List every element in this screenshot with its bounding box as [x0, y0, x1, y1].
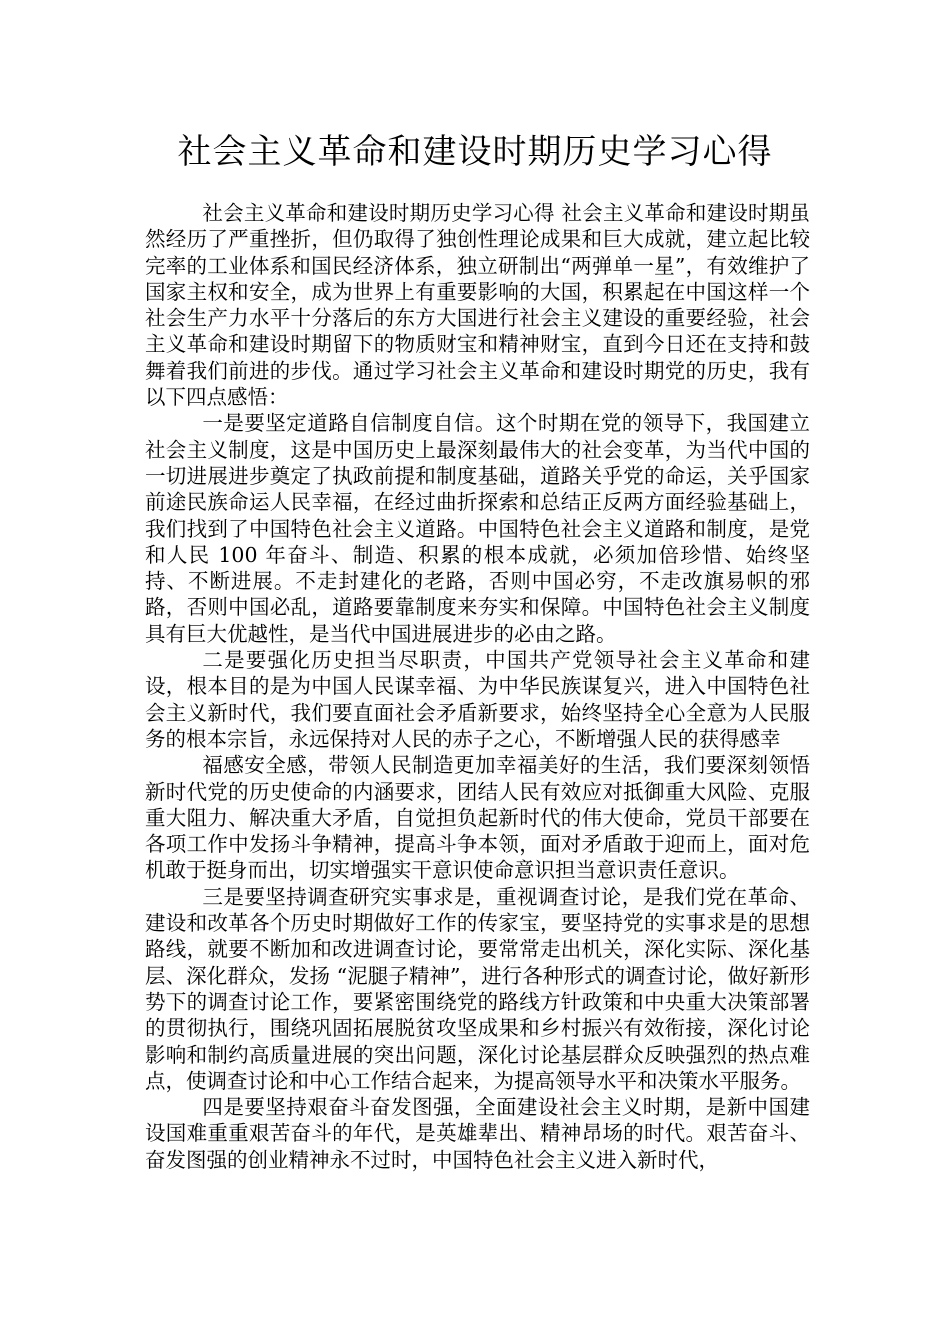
- document-title: 社会主义革命和建设时期历史学习心得: [177, 132, 773, 172]
- document-body: [145, 200, 810, 1173]
- paragraph-point-two: 二是要强化历史担当尽职责，中国共产党领导社会主义革命和建设，根本目的是为中国人民谋幸福、为中华民族谋复兴，进入中国特色社会主义新时代，我们要直面社会矛盾新要求，始终坚持全心全意为人民服务的根本宗旨，永远保持对人民的赤子之心，不断增强人民的获得感幸: [145, 648, 810, 751]
- paragraph-intro: 社会主义革命和建设时期历史学习心得 社会主义革命和建设时期虽然经历了严重挫折，但仍取得了独创性理论成果和巨大成就，建立起比较完率的工业体系和国民经济体系，独立研制出“两弹单一星”，有效维护了国家主权和安全，成为世界上有重要影响的大国，积累起在中国这样一个社会生产力水平十分落后的东方大国进行社会主义建设的重要经验，社会主义革命和建设时期留下的物质财宝和精神财宝，直到今日还在支持和鼓舞着我们前进的步伐。通过学习社会主义革命和建设时期党的历史，我有以下四点感悟：: [145, 201, 810, 410]
- paragraph-point-four: 四是要坚持艰奋斗奋发图强，全面建设社会主义时期，是新中国建设国难重重艰苦奋斗的年代，是英雄辈出、精神昂场的时代。艰苦奋斗、奋发图强的创业精神永不过时，中国特色社会主义进入新时代，: [145, 1095, 810, 1172]
- paragraph-point-two-continued: 福感安全感，带领人民制造更加幸福美好的生活，我们要深刻领悟新时代党的历史使命的内涵要求，团结人民有效应对抵御重大风险、克服重大阻力、解决重大矛盾，自觉担负起新时代的伟大使命，党员干部要在各项工作中发扬斗争精神，提高斗争本领，面对矛盾敢于迎而上，面对危机敢于挺身而出，切实增强实干意识使命意识担当意识责任意识。: [145, 753, 810, 883]
- paragraph-point-three: 三是要坚持调查研究实事求是，重视调查讨论，是我们党在革命、建设和改革各个历史时期做好工作的传家宝，要坚持党的实事求是的思想路线，就要不断加和改进调查讨论，要常常走出机关，深化实际、深化基层、深化群众，发扬 “泥腿子精神”，进行各种形式的调查讨论，做好新形势下的调查讨论工作，要紧密围绕党的路线方针政策和中央重大决策部署的贯彻执行，围绕巩固拓展脱贫攻坚成果和乡村振兴有效衔接，深化讨论影响和制约高质量进展的突出问题，深化讨论基层群众反映强烈的热点难点，使调查讨论和中心工作结合起来，为提高领导水平和决策水平服务。: [145, 884, 810, 1093]
- paragraph-point-one: 一是要坚定道路自信制度自信。这个时期在党的领导下，我国建立社会主义制度，这是中国历史上最深刻最伟大的社会变革，为当代中国的一切进展进步奠定了执政前提和制度基础，道路关乎党的命运，关乎国家前途民族命运人民幸福，在经过曲折探索和总结正反两方面经验基础上，我们找到了中国特色社会主义道路。中国特色社会主义道路和制度，是党和人民 100 年奋斗、制造、积累的根本成就，必须加倍珍惜、始终坚持、不断进展。不走封建化的老路，否则中国必穷，不走改旗易帜的邪路，否则中国必乱，道路要靠制度来夯实和保障。中国特色社会主义制度具有巨大优越性，是当代中国进展进步的必由之路。: [145, 411, 810, 646]
